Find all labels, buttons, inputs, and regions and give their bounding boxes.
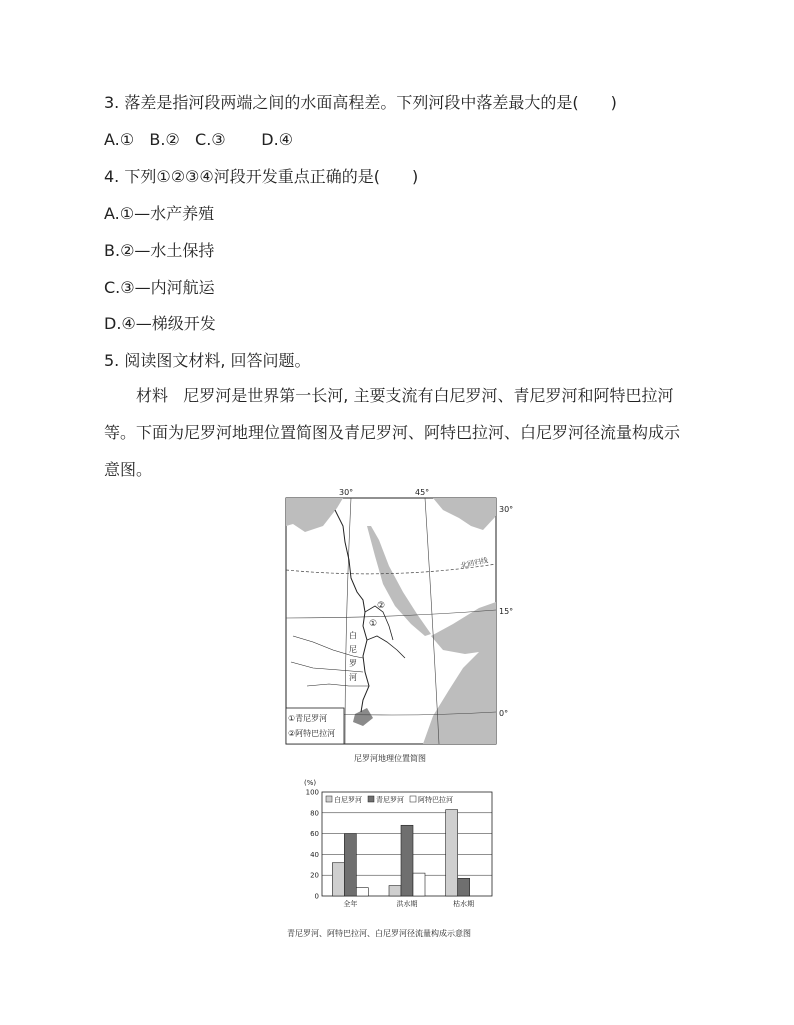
x-category-label: 枯水期	[453, 900, 475, 908]
y-tick-label: 0	[314, 892, 319, 901]
river-label-char-4: 河	[349, 673, 357, 682]
tropic-label: 北回归线	[459, 556, 489, 570]
question-4-option-c: C.③—内河航运	[104, 278, 215, 297]
map-legend-item-1: ①青尼罗河	[288, 714, 328, 723]
river-label-char-2: 尼	[349, 645, 357, 654]
nile-location-map	[283, 486, 515, 748]
river-label-char-3: 罗	[349, 659, 357, 668]
option-b: B.②	[149, 130, 180, 149]
legend-label: 白尼罗河	[334, 796, 362, 804]
question-4-stem: 4. 下列①②③④河段开发重点正确的是( )	[104, 167, 419, 186]
material-label: 材料	[136, 386, 169, 405]
bar	[413, 873, 425, 896]
river-label-char-1: 白	[349, 631, 357, 640]
legend-swatch	[410, 796, 416, 802]
y-tick-label: 60	[310, 830, 319, 839]
map-caption: 尼罗河地理位置简图	[354, 754, 426, 763]
legend-swatch	[368, 796, 374, 802]
lat-label-0: 0°	[499, 709, 509, 718]
lat-label-15: 15°	[499, 607, 514, 616]
x-category-label: 全年	[343, 900, 358, 908]
y-tick-label: 40	[310, 850, 319, 859]
option-c: C.③	[195, 130, 226, 149]
legend-label: 青尼罗河	[376, 796, 404, 804]
bar	[356, 888, 368, 896]
legend-swatch	[326, 796, 332, 802]
bar	[446, 810, 458, 896]
bar	[344, 834, 356, 896]
y-tick-label: 80	[310, 809, 319, 818]
question-5-material	[104, 377, 694, 488]
bar	[389, 886, 401, 896]
question-4-option-a: A.①—水产养殖	[104, 204, 215, 223]
chart-caption: 青尼罗河、阿特巴拉河、白尼罗河径流量构成示意图	[287, 929, 471, 938]
question-3-options	[104, 130, 293, 150]
chart-ylabel: (%)	[304, 779, 317, 787]
legend-label: 阿特巴拉河	[418, 796, 453, 804]
option-a: A.①	[104, 130, 135, 149]
lon-label-30: 30°	[339, 488, 354, 497]
y-tick-label: 100	[305, 788, 319, 797]
marker-2: ②	[377, 601, 386, 611]
option-d: D.④	[261, 130, 293, 149]
bar	[458, 878, 470, 896]
lon-label-45: 45°	[415, 488, 430, 497]
bar	[332, 863, 344, 896]
question-3-stem: 3. 落差是指河段两端之间的水面高程差。下列河段中落差最大的是( )	[104, 93, 617, 112]
question-4-option-d: D.④—梯级开发	[104, 314, 216, 333]
bar	[401, 825, 413, 896]
runoff-composition-chart	[296, 776, 508, 916]
map-legend-item-2: ②阿特巴拉河	[288, 729, 336, 738]
question-5-stem: 5. 阅读图文材料, 回答问题。	[104, 351, 311, 370]
marker-1: ①	[369, 619, 378, 629]
y-tick-label: 20	[310, 871, 319, 880]
x-category-label: 洪水期	[396, 900, 418, 908]
question-4-option-b: B.②—水土保持	[104, 241, 215, 260]
lat-label-30: 30°	[499, 505, 514, 514]
material-text: 尼罗河是世界第一长河, 主要支流有白尼罗河、青尼罗河和阿特巴拉河等。下面为尼罗河地理位置简图及青尼罗河、阿特巴拉河、白尼罗河径流量构成示意图。	[104, 386, 681, 479]
